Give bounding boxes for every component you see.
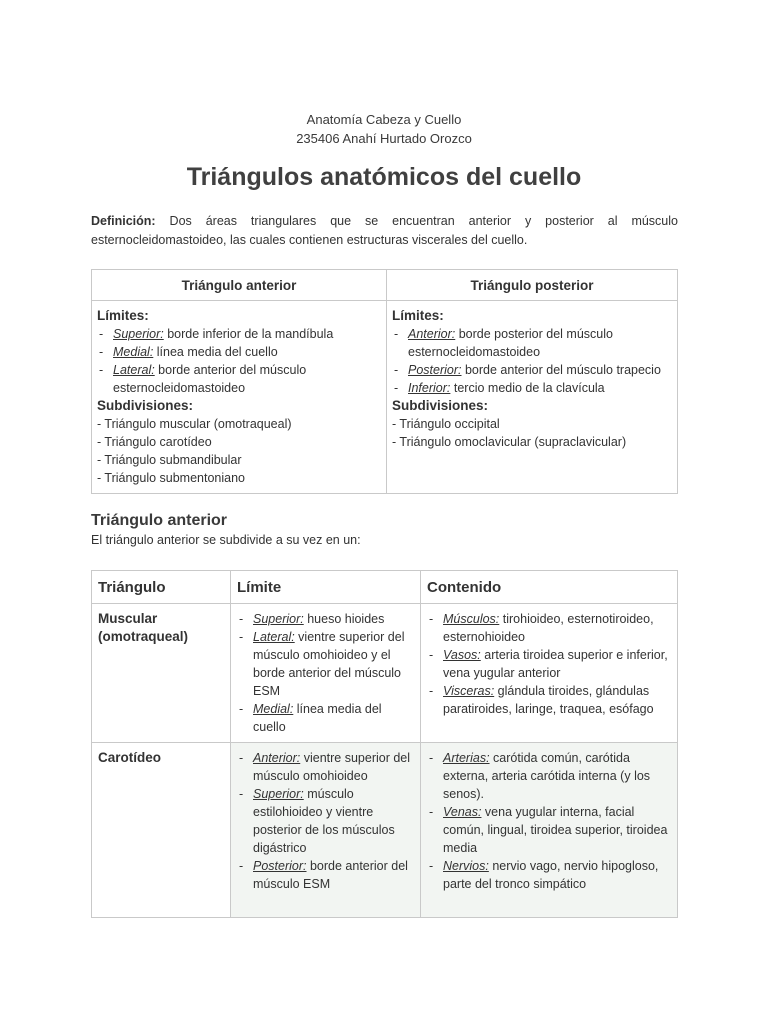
list-item: - Vasos: arteria tiroidea superior e inferior, vena yugular anterior [429,648,668,680]
table-row [92,604,678,743]
summary-header-row [92,270,678,301]
limit-text: borde anterior del músculo esternocleidomastoideo [113,363,307,395]
table-row [92,743,678,918]
limit-text: borde inferior de la mandíbula [163,327,334,341]
limit-text: borde anterior del músculo trapecio [461,363,661,377]
posterior-cell [387,301,678,494]
row-name: Muscular (omotraqueal) [92,604,231,743]
limit-key: Lateral: [113,363,155,377]
row-name: Carotídeo [92,743,231,918]
limit-key: Medial: [113,345,154,359]
content-text: carótida común, carótida externa, arteria carótida interna (y los senos). [443,751,651,801]
anterior-cell [92,301,387,494]
header-posterior: Triángulo posterior [387,270,678,301]
definition-label: Definición: [91,214,156,228]
posterior-subdivisions-heading: Subdivisiones: [392,398,489,413]
list-item: - Anterior: vientre superior del músculo omohioideo [239,751,411,783]
limit-key: Superior: [113,327,164,341]
list-item: - Visceras: glándula tiroides, glándulas paratiroides, laringe, traquea, esófago [429,684,654,716]
content-key: Nervios: [443,859,489,873]
row-contents [421,604,678,743]
content-key: Visceras: [443,684,495,698]
anterior-subdivisions-heading: Subdivisiones: [97,398,194,413]
content-key: Arterias: [443,751,490,765]
header-anterior: Triángulo anterior [92,270,387,301]
limit-key: Inferior: [408,381,451,395]
list-item: - Superior: hueso hioides [239,612,385,626]
definition-text: Dos áreas triangulares que se encuentran anterior y posterior al músculo esternocleidomastoideo, las cuales contienen estructuras viscerales del cuello. [91,214,678,247]
student-info: 235406 Anahí Hurtado Orozco [296,131,472,146]
list-item: - Medial: línea media del cuello [239,702,382,734]
list-item: - Triángulo omoclavicular (supraclavicular) [392,435,627,449]
header-content: Contenido [421,571,678,604]
content-key: Músculos: [443,612,500,626]
limit-text: tercio medio de la clavícula [450,381,605,395]
list-item: - Arterias: carótida común, carótida externa, arteria carótida interna (y los senos). [429,751,651,801]
limit-key: Medial: [253,702,294,716]
list-item: - Anterior: borde posterior del músculo esternocleidomastoideo [394,327,613,359]
limit-key: Superior: [253,612,304,626]
content-text: vena yugular interna, facial común, lingual, tiroidea superior, tiroidea media [443,805,668,855]
list-item: - Nervios: nervio vago, nervio hipogloso, parte del tronco simpático [429,859,659,891]
list-item: - Posterior: borde anterior del músculo ESM [239,859,408,891]
list-item: - Medial: línea media del cuello [99,345,278,359]
list-item: - Superior: músculo estilohioideo y vientre posterior de los músculos digástrico [239,787,395,855]
list-item: - Triángulo muscular (omotraqueal) [97,417,292,431]
list-item: - Triángulo submandibular [97,453,242,467]
section-title: Triángulo anterior [91,512,228,529]
header-limit: Límite [231,571,421,604]
list-item: - Triángulo carotídeo [97,435,212,449]
list-item: - Lateral: vientre superior del músculo omohioideo y el borde anterior del músculo ESM [239,630,405,698]
limit-key: Superior: [253,787,304,801]
list-item: - Músculos: tirohioideo, esternotiroideo, esternohioideo [429,612,654,644]
posterior-limits-heading: Límites: [392,308,444,323]
list-item: - Inferior: tercio medio de la clavícula [394,381,605,395]
content-text: arteria tiroidea superior e inferior, vena yugular anterior [443,648,668,680]
content-key: Vasos: [443,648,481,662]
list-item: - Triángulo occipital [392,417,500,431]
limit-key: Posterior: [408,363,462,377]
list-item: - Triángulo submentoniano [97,471,246,485]
limit-text: vientre superior del músculo omohioideo [253,751,411,783]
summary-body-row [92,301,678,494]
list-item: - Venas: vena yugular interna, facial común, lingual, tiroidea superior, tiroidea media [429,805,668,855]
limit-text: hueso hioides [303,612,385,626]
limit-key: Anterior: [253,751,301,765]
summary-table [91,269,678,494]
detail-table [91,570,678,918]
definition-paragraph [91,212,678,250]
content-key: Venas: [443,805,482,819]
page-title: Triángulos anatómicos del cuello [186,163,582,191]
list-item: - Posterior: borde anterior del músculo trapecio [394,363,661,377]
section-intro: El triángulo anterior se subdivide a su vez en un: [91,533,361,547]
row-limits [231,604,421,743]
limit-text: músculo estilohioideo y vientre posterior de los músculos digástrico [253,787,395,855]
course-name: Anatomía Cabeza y Cuello [306,112,462,127]
list-item: - Superior: borde inferior de la mandíbula [99,327,334,341]
limit-key: Anterior: [408,327,456,341]
content-text: nervio vago, nervio hipogloso, parte del tronco simpático [443,859,659,891]
limit-text: vientre superior del músculo omohioideo y el borde anterior del músculo ESM [253,630,405,698]
limit-text: borde anterior del músculo ESM [253,859,408,891]
limit-text: línea media del cuello [253,702,382,734]
limit-key: Posterior: [253,859,307,873]
limit-key: Lateral: [253,630,295,644]
limit-text: línea media del cuello [153,345,278,359]
content-text: glándula tiroides, glándulas paratiroides, laringe, traquea, esófago [443,684,654,716]
limit-text: borde posterior del músculo esternocleidomastoideo [408,327,613,359]
list-item: - Lateral: borde anterior del músculo esternocleidomastoideo [99,363,307,395]
row-contents [421,743,678,918]
header-triangle: Triángulo [92,571,231,604]
detail-header-row [92,571,678,604]
anterior-limits-heading: Límites: [97,308,149,323]
row-limits [231,743,421,918]
content-text: tirohioideo, esternotiroideo, esternohioideo [443,612,654,644]
